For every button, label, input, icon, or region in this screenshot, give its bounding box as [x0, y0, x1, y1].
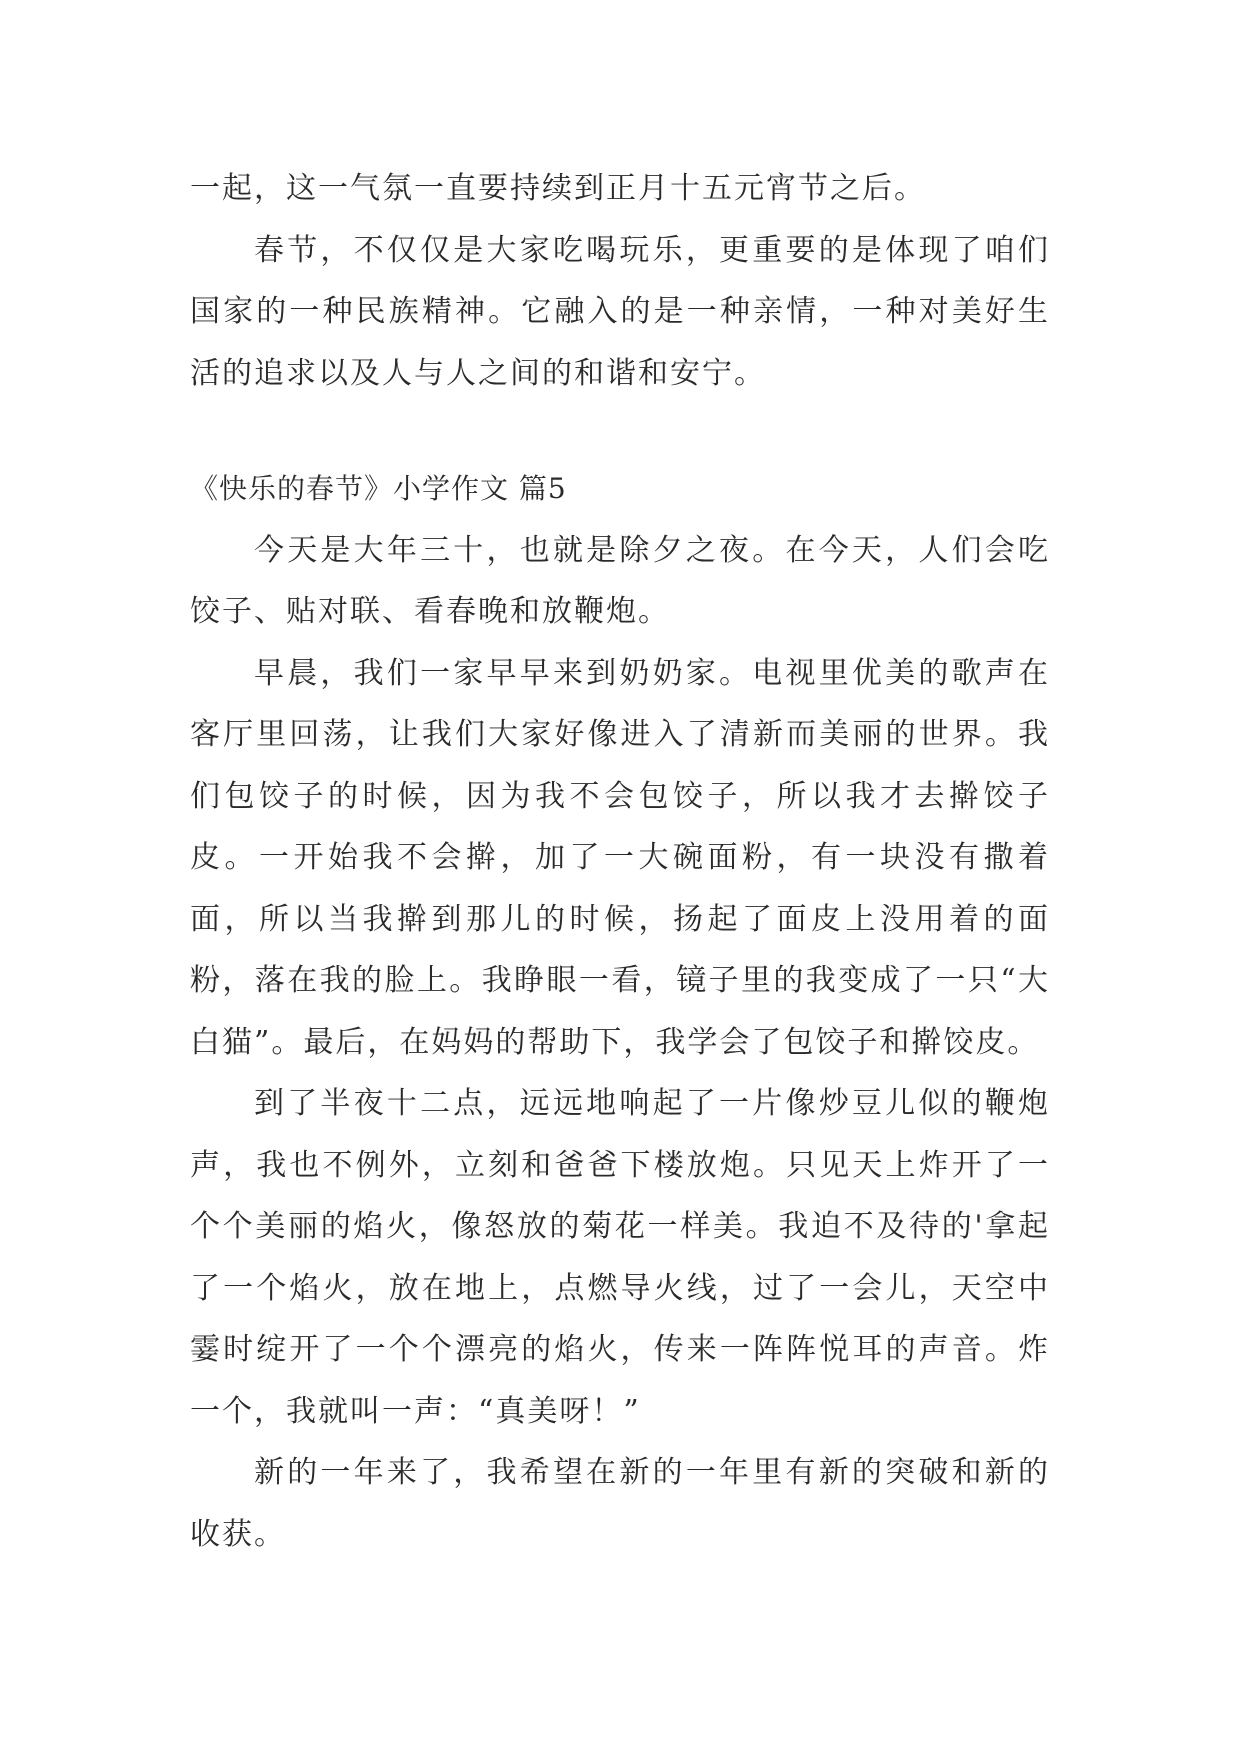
continued-paragraph: 一起，这一气氛一直要持续到正月十五元宵节之后。 — [190, 171, 926, 206]
paragraph-spring-festival-meaning: 春节，不仅仅是大家吃喝玩乐，更重要的是体现了咱们国家的一种民族精神。它融入的是一种亲情，一种对美好生活的追求以及人与人之间的和谐和安宁。 — [190, 232, 1050, 391]
document-body — [190, 158, 1050, 1565]
section-title: 《快乐的春节》小学作文 篇5 — [190, 472, 567, 505]
paragraph-new-years-eve: 今天是大年三十，也就是除夕之夜。在今天，人们会吃饺子、贴对联、看春晚和放鞭炮。 — [190, 532, 1050, 629]
paragraph-fireworks: 到了半夜十二点，远远地响起了一片像炒豆儿似的鞭炮声，我也不例外，立刻和爸爸下楼放炮。只见天上炸开了一个个美丽的焰火，像怒放的菊花一样美。我迫不及待的'拿起了一个焰火，放在地上，点燃导火线，过了一会儿，天空中霎时绽开了一个个漂亮的焰火，传来一阵阵悦耳的声音。炸一个，我就叫一声：“真美呀！” — [190, 1086, 1050, 1429]
paragraph-new-year-wish: 新的一年来了，我希望在新的一年里有新的突破和新的收获。 — [190, 1455, 1050, 1552]
paragraph-dumplings: 早晨，我们一家早早来到奶奶家。电视里优美的歌声在客厅里回荡，让我们大家好像进入了清新而美丽的世界。我们包饺子的时候，因为我不会包饺子，所以我才去擀饺子皮。一开始我不会擀，加了一大碗面粉，有一块没有撒着面，所以当我擀到那儿的时候，扬起了面皮上没用着的面粉，落在我的脸上。我睁眼一看，镜子里的我变成了一只“大白猫”。最后，在妈妈的帮助下，我学会了包饺子和擀饺皮。 — [190, 655, 1050, 1060]
